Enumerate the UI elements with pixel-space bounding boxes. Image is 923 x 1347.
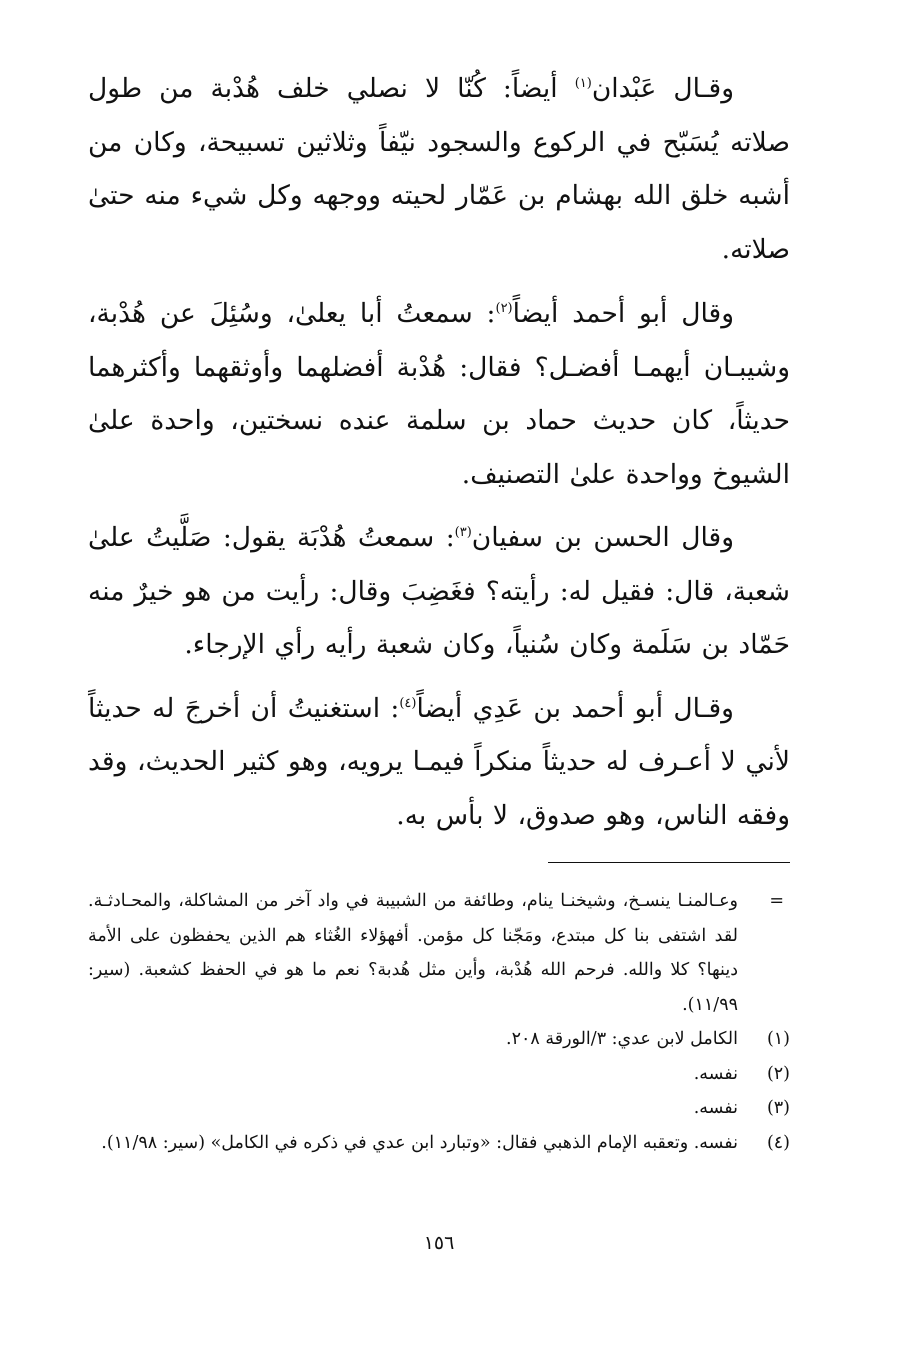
footnote-number: (٣)	[766, 1098, 790, 1118]
footnotes	[88, 884, 790, 1160]
footnote-text: نفسه.	[693, 1063, 738, 1084]
footnote-reference: (٣)	[454, 525, 472, 541]
footnote-text: وعـالمنـا ينسـخ، وشيخنـا ينام، وطائفة من الشبيبة في واد آخر من المشاكلة، والمحـادثـة. لقد اشتفى بنا كل مبتدع، ومَجّنا كل مؤمن. أفهؤلاء الغُثاء هم الذين يحفظون على الأمة دينها؟ كلا والله. فرحم الله هُدْبة، وأين مثل هُدبة؟ نعم ما هو في الحفظ كشعبة. (سير: ١١/٩٩).	[88, 891, 738, 1015]
paragraph-text-end: : سمعتُ هُدْبَة يقول: صَلَّيتُ علىٰ شعبة، قال: فقيل له: رأيته؟ فغَضِبَ وقال: رأيت من هو خيرٌ منه حَمّاد بن سَلَمة وكان سُنياً، وكان شعبة رأيه رأي الإرجاء.	[88, 522, 790, 660]
paragraph	[88, 682, 790, 843]
footnote-separator	[548, 862, 790, 863]
paragraph	[88, 287, 790, 501]
paragraph-text-end: : استغنيتُ أن أخرجَ له حديثاً لأني لا أعـرف له حديثاً منكراً فيمـا يرويه، وهو كثير الحديث، وقد وفقه الناس، وهو صدوق، لا بأس به.	[88, 692, 790, 831]
paragraph-text-end: : سمعتُ أبا يعلىٰ، وسُئِلَ عن هُدْبة، وشيبـان أيهمـا أفضـل؟ فقال: هُدْبة أفضلهما وأوثقهما وأكثرهما حديثاً، كان حديث حماد بن سلمة عنده نسختين، واحدة علىٰ الشيوخ وواحدة علىٰ التصنيف.	[88, 298, 790, 490]
continuation-marker: =	[769, 891, 784, 911]
footnote-number: (٤)	[766, 1132, 790, 1153]
paragraph	[88, 62, 790, 276]
page-number: ١٥٦	[423, 1232, 455, 1254]
footnote-text: الكامل لابن عدي: ٣/الورقة ٢٠٨.	[506, 1029, 738, 1049]
main-text	[88, 62, 790, 842]
paragraph-text-start: وقال أبو أحمد أيضاً	[512, 298, 734, 329]
footnote-reference: (٤)	[399, 695, 417, 711]
footnote-number: (٢)	[766, 1063, 790, 1084]
footnote-item	[88, 1022, 790, 1057]
footnote-text: نفسه. وتعقبه الإمام الذهبي فقال: «وتبارد ابن عدي في ذكره في الكامل» (سير: ١١/٩٨).	[101, 1132, 738, 1153]
paragraph-text-start: وقـال أبو أحمد بن عَدِي أيضاً	[416, 692, 734, 724]
paragraph-text-start: وقال الحسن بن سفيان	[471, 522, 734, 553]
footnote-continuation	[88, 884, 790, 1022]
footnote-item	[88, 1057, 790, 1092]
footnote-reference: (٢)	[495, 301, 513, 317]
book-page	[88, 62, 790, 1292]
footnote-text: نفسه.	[693, 1098, 738, 1118]
footnote-reference: (١)	[574, 76, 592, 92]
paragraph-text-start: وقـال عَبْدان	[591, 73, 734, 104]
paragraph	[88, 511, 790, 672]
footnote-item	[88, 1126, 790, 1161]
paragraph-text-end: أيضاً: كُنّا لا نصلي خلف هُدْبة من طول صلاته يُسَبّح في الركوع والسجود نيّفاً وثلاثين تسبيحة، وكان من أشبه خلق الله بهشام بن عَمّار لحيته ووجهه وكل شيء منه حتىٰ صلاته.	[88, 73, 790, 265]
footnote-item	[88, 1091, 790, 1126]
footnote-number: (١)	[766, 1029, 790, 1049]
